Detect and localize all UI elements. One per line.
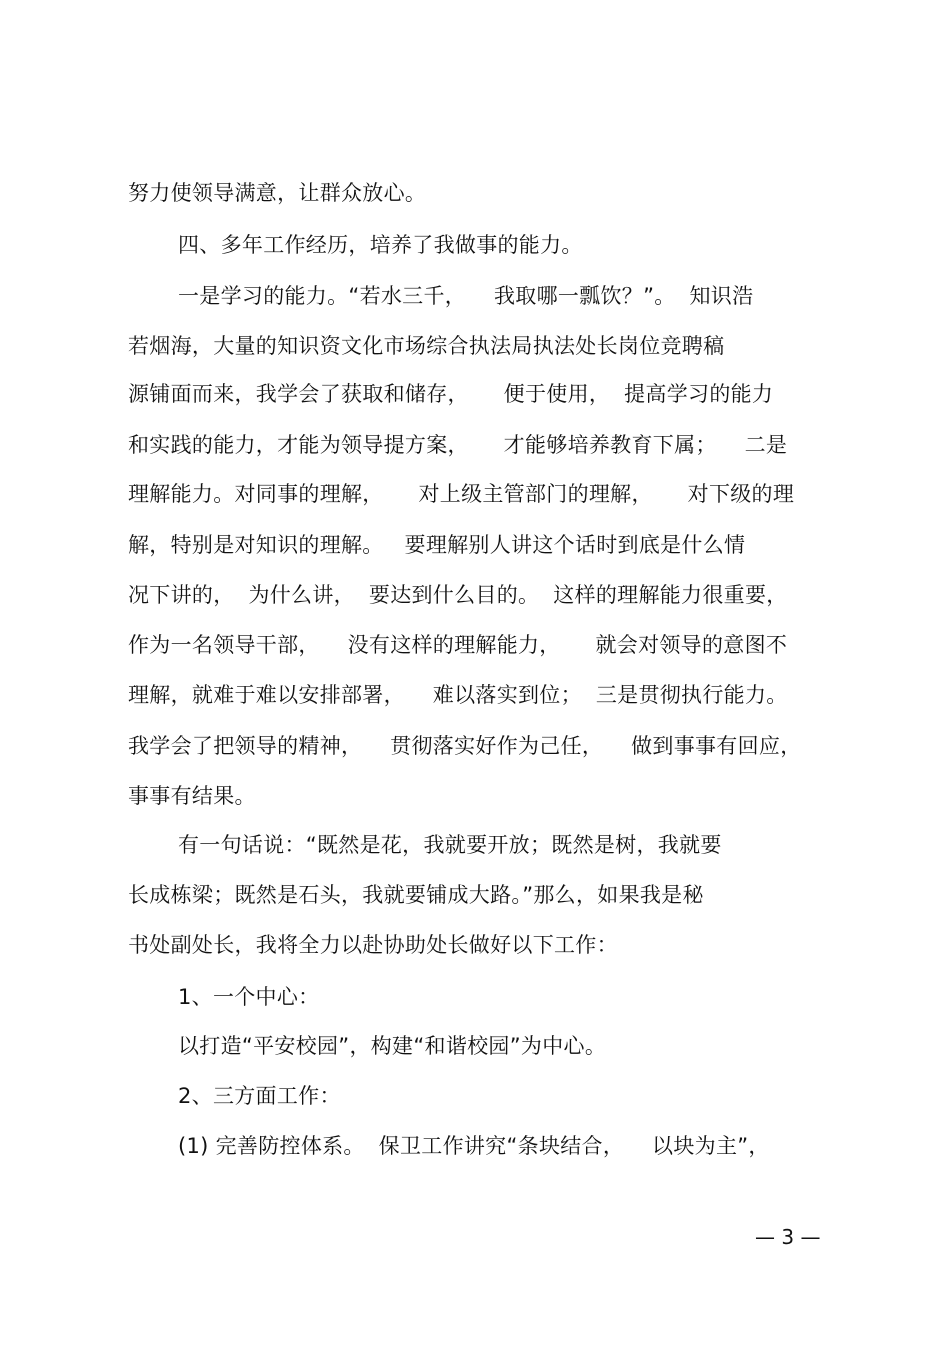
text-line-19: 2、三方面工作： bbox=[178, 1084, 341, 1108]
text-line-12: 我学会了把领导的精神， 贯彻落实好作为己任， 做到事事有回应， bbox=[128, 734, 802, 758]
page-number: — 3 — bbox=[755, 1225, 821, 1249]
text-line-18: 以打造“平安校园”，构建“和谐校园”为中心。 bbox=[178, 1034, 607, 1058]
text-line-14: 有一句话说：“既然是花，我就要开放；既然是树，我就要 bbox=[178, 833, 722, 857]
text-line-11: 理解，就难于难以安排部署， 难以落实到位； 三是贯彻执行能力。 bbox=[128, 683, 788, 707]
text-line-15: 长成栋梁；既然是石头，我就要铺成大路。”那么，如果我是秘 bbox=[128, 883, 704, 907]
text-line-6: 和实践的能力，才能为领导提方案， 才能够培养教育下属； 二是 bbox=[128, 433, 788, 457]
text-line-5: 源铺面而来，我学会了获取和储存， 便于使用， 提高学习的能力 bbox=[128, 382, 774, 406]
text-line-3: 一是学习的能力。“若水三千， 我取哪一瓢饮？”。 知识浩 bbox=[178, 284, 754, 308]
text-line-9: 况下讲的， 为什么讲， 要达到什么目的。 这样的理解能力很重要， bbox=[128, 583, 788, 607]
text-line-8: 解，特别是对知识的理解。 要理解别人讲这个话时到底是什么情 bbox=[128, 533, 746, 557]
text-line-13: 事事有结果。 bbox=[128, 784, 256, 808]
text-line-4: 若烟海，大量的知识资文化市场综合执法局执法处长岗位竞聘稿 bbox=[128, 334, 725, 358]
text-line-10: 作为一名领导干部， 没有这样的理解能力， 就会对领导的意图不 bbox=[128, 633, 788, 657]
text-line-20: (1) 完善防控体系。 保卫工作讲究“条块结合， 以块为主”， bbox=[178, 1134, 770, 1158]
text-line-17: 1、一个中心： bbox=[178, 985, 320, 1009]
text-line-7: 理解能力。对同事的理解， 对上级主管部门的理解， 对下级的理 bbox=[128, 482, 795, 506]
text-line-2: 四、多年工作经历，培养了我做事的能力。 bbox=[178, 233, 583, 257]
text-line-16: 书处副处长，我将全力以赴协助处长做好以下工作： bbox=[128, 933, 618, 957]
text-line-1: 努力使领导满意，让群众放心。 bbox=[128, 181, 427, 205]
